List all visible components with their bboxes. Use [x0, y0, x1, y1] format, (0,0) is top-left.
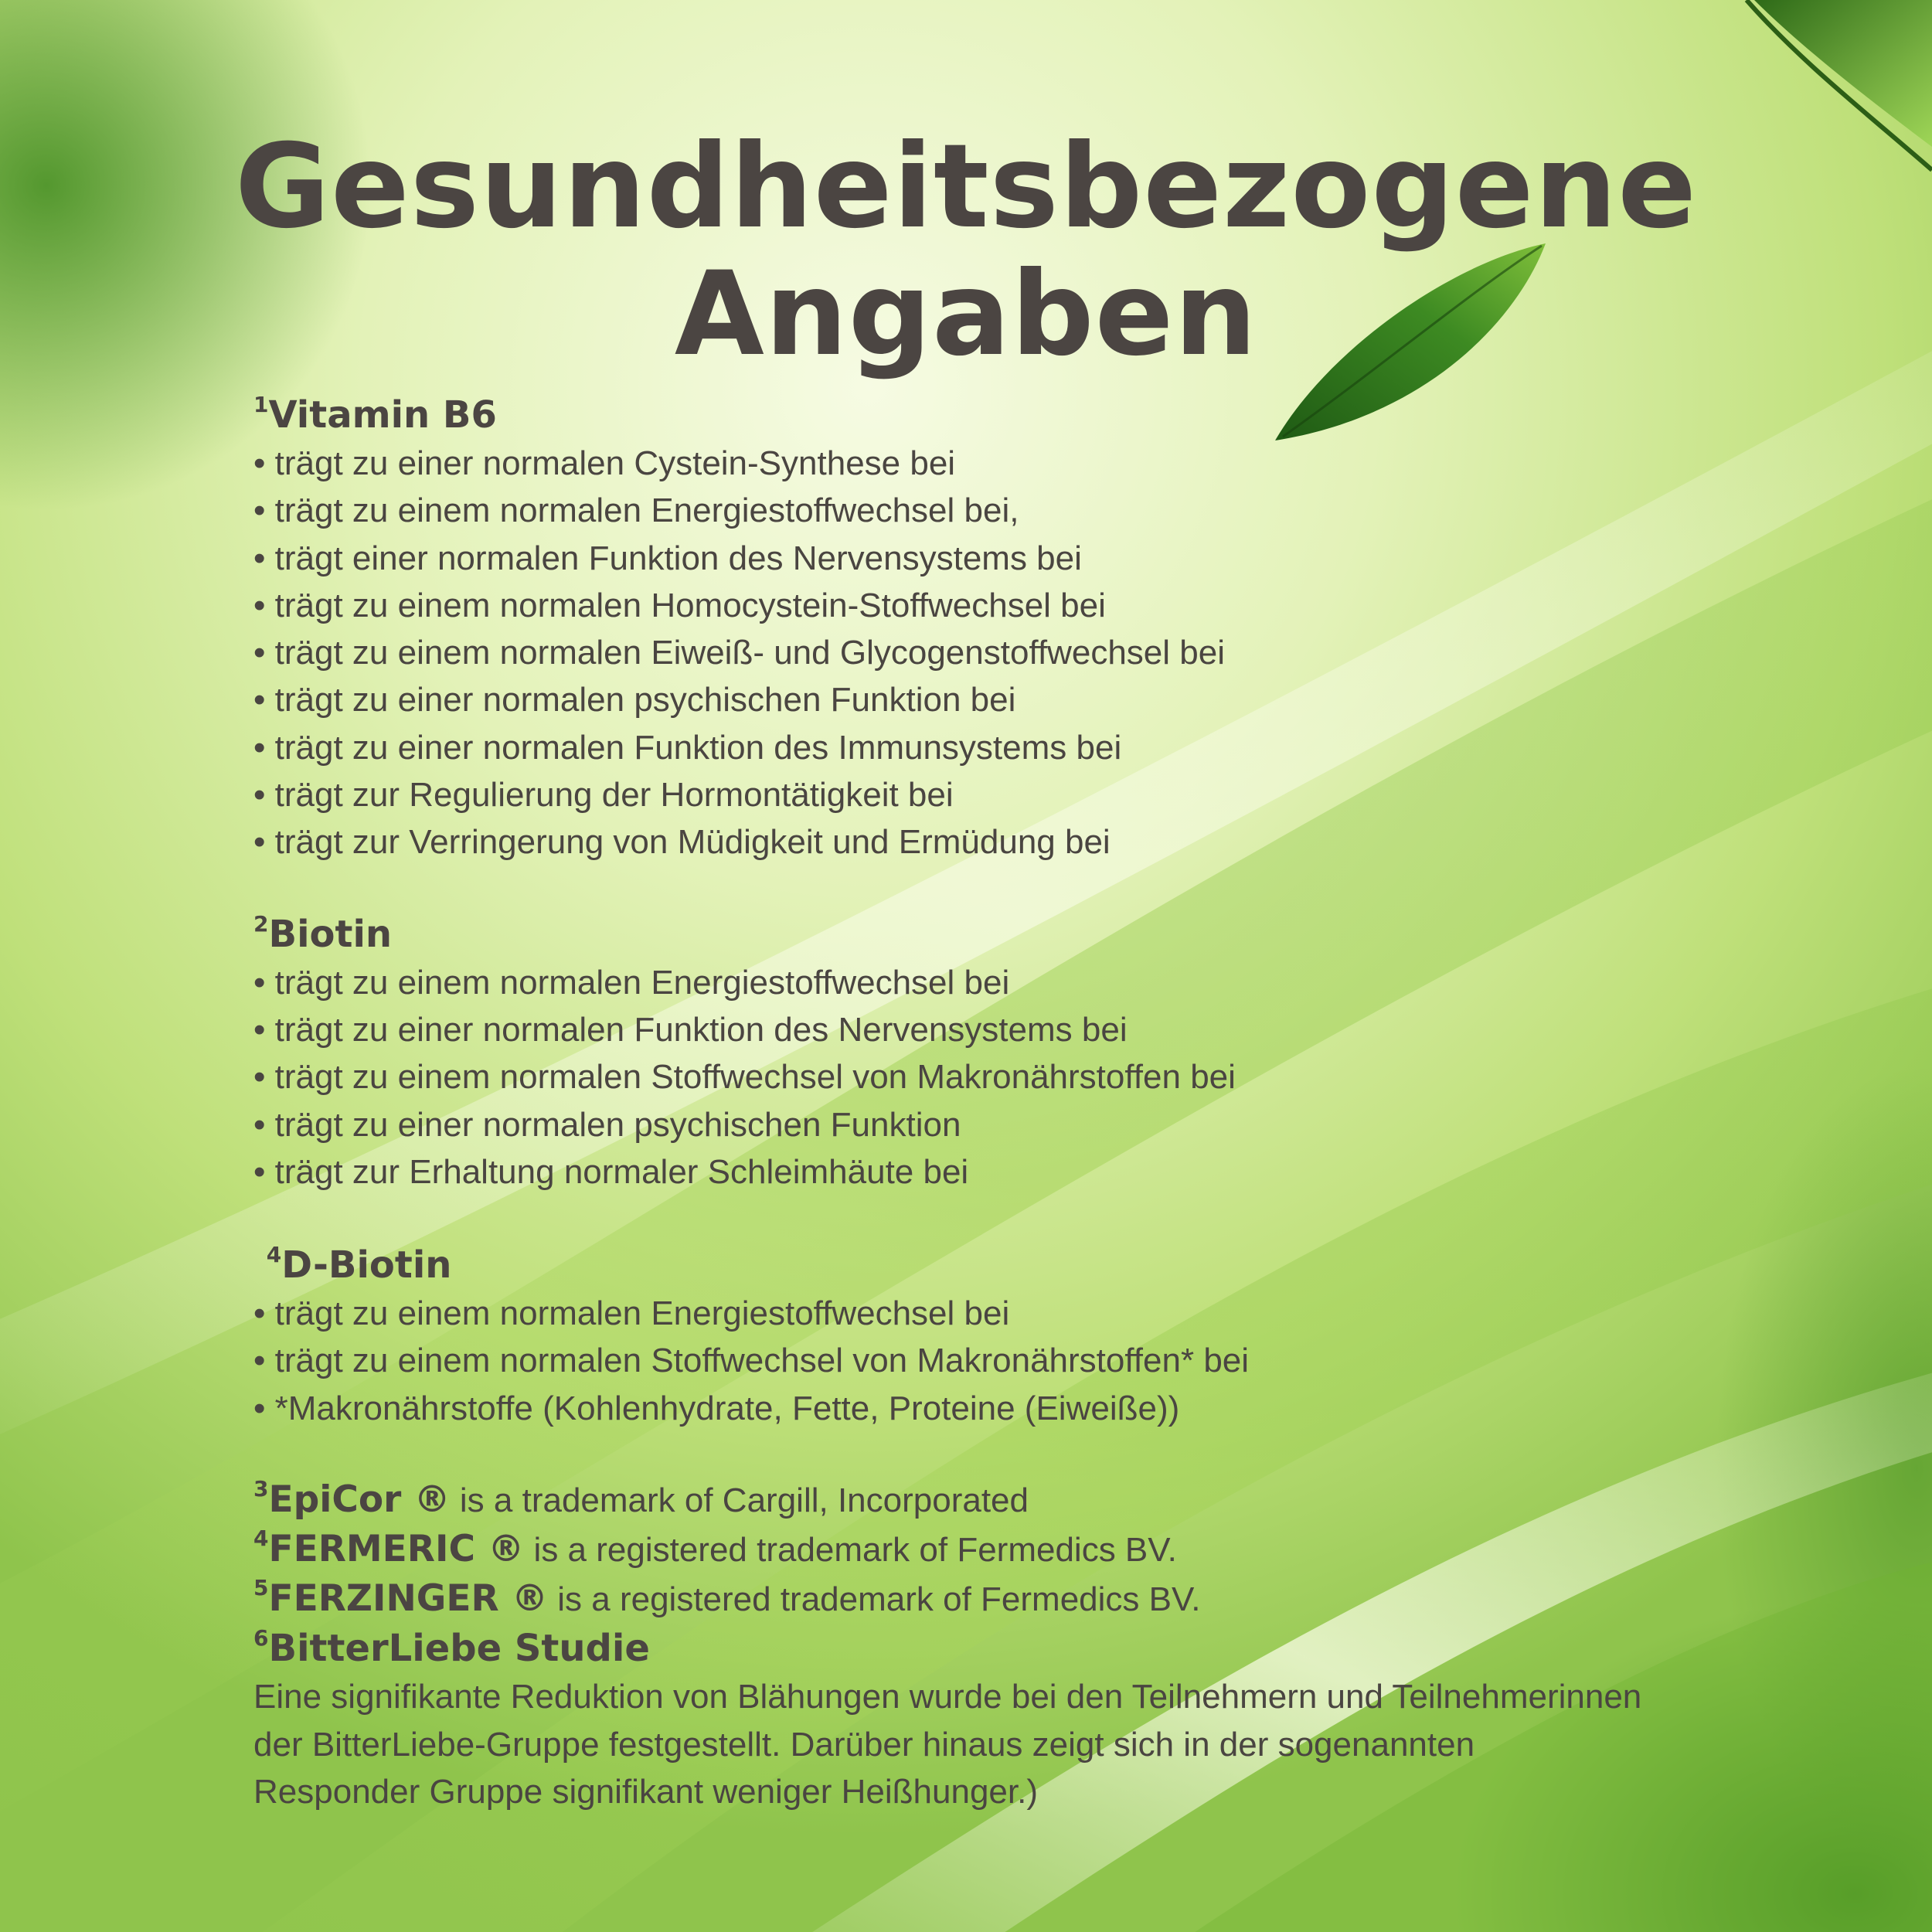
section-spacer	[253, 866, 1760, 910]
footnote-mark: 1	[253, 392, 269, 417]
trademark-line-ferzinger	[253, 1574, 1760, 1624]
list-item: • trägt zu einer normalen Funktion des Immunsystems bei	[253, 728, 1122, 767]
list-item: • trägt zu einem normalen Stoffwechsel von Makronährstoffen* bei	[253, 1342, 1250, 1380]
list-item: • trägt zur Regulierung der Hormontätigkeit bei	[253, 776, 954, 815]
study-text-line: Eine signifikante Reduktion von Blähungen wurde bei den Teilnehmern und Teilnehmerinnen	[253, 1678, 1642, 1716]
list-item: • trägt einer normalen Funktion des Nervensystems bei	[253, 539, 1082, 577]
list-item: • trägt zu einer normalen psychischen Funktion	[253, 1105, 961, 1144]
section-spacer	[253, 1432, 1760, 1475]
section-heading-vitamin-b6	[253, 390, 1760, 440]
trademark-notes	[253, 1475, 1760, 1624]
footnote-mark: 6	[253, 1625, 269, 1651]
trademark-text: is a registered trademark of Fermedics BV.	[524, 1531, 1177, 1570]
section-d-biotin	[253, 1240, 1760, 1432]
list-item: • trägt zur Erhaltung normaler Schleimhäute bei	[253, 1152, 969, 1191]
list-item: • trägt zu einem normalen Eiweiß- und Glycogenstoffwechsel bei	[253, 634, 1225, 672]
section-heading-biotin	[253, 910, 1760, 959]
section-spacer	[253, 1196, 1760, 1240]
list-item: • trägt zu einem normalen Energiestoffwechsel bei	[253, 963, 1010, 1002]
list-item: • trägt zu einer normalen psychischen Funktion bei	[253, 681, 1016, 719]
trademark-line-epicor	[253, 1475, 1760, 1525]
footnote-mark: 4	[266, 1242, 282, 1268]
footnote-mark: 5	[253, 1575, 269, 1601]
list-item: • trägt zu einem normalen Energiestoffwechsel bei,	[253, 492, 1019, 530]
list-item: • trägt zu einem normalen Energiestoffwechsel bei	[253, 1294, 1010, 1333]
section-heading-d-biotin	[253, 1240, 1760, 1290]
footnote-mark: 3	[253, 1476, 269, 1502]
section-bitterliebe-study	[253, 1624, 1760, 1816]
heading-text: Biotin	[268, 912, 393, 956]
page-title	[0, 120, 1932, 382]
trademark-name: FERMERIC ®	[268, 1528, 525, 1571]
list-item: • trägt zu einer normalen Funktion des Nervensystems bei	[253, 1010, 1128, 1049]
heading-text: Vitamin B6	[268, 393, 497, 437]
heading-text: BitterLiebe Studie	[268, 1627, 650, 1671]
title-line-1: Gesundheitsbezogene	[234, 120, 1698, 254]
trademark-text: is a registered trademark of Fermedics BV.	[548, 1580, 1201, 1619]
section-biotin	[253, 910, 1760, 1196]
trademark-text: is a trademark of Cargill, Incorporated	[450, 1481, 1029, 1520]
study-text-line: der BitterLiebe-Gruppe festgestellt. Darüber hinaus zeigt sich in der sogenannten	[253, 1725, 1475, 1764]
list-item: • trägt zu einem normalen Homocystein-Stoffwechsel bei	[253, 586, 1106, 624]
title-line-2: Angaben	[674, 247, 1258, 382]
trademark-name: EpiCor ®	[268, 1478, 451, 1522]
footnote-mark: 2	[253, 910, 269, 937]
claims-body	[253, 390, 1760, 1816]
section-vitamin-b6	[253, 390, 1760, 866]
list-item: • trägt zu einem normalen Stoffwechsel von Makronährstoffen bei	[253, 1058, 1236, 1097]
study-text-line: Responder Gruppe signifikant weniger Heißhunger.)	[253, 1773, 1039, 1811]
trademark-line-fermeric	[253, 1525, 1760, 1574]
list-item: • trägt zur Verringerung von Müdigkeit und Ermüdung bei	[253, 823, 1111, 862]
trademark-name: FERZINGER ®	[268, 1577, 549, 1621]
footnote-mark: 4	[253, 1526, 269, 1552]
heading-text: D-Biotin	[281, 1243, 452, 1287]
list-item: • trägt zu einer normalen Cystein-Synthese bei	[253, 444, 956, 482]
list-item: • *Makronährstoffe (Kohlenhydrate, Fette, Proteine (Eiweiße))	[253, 1389, 1180, 1427]
section-heading-study	[253, 1624, 1760, 1673]
